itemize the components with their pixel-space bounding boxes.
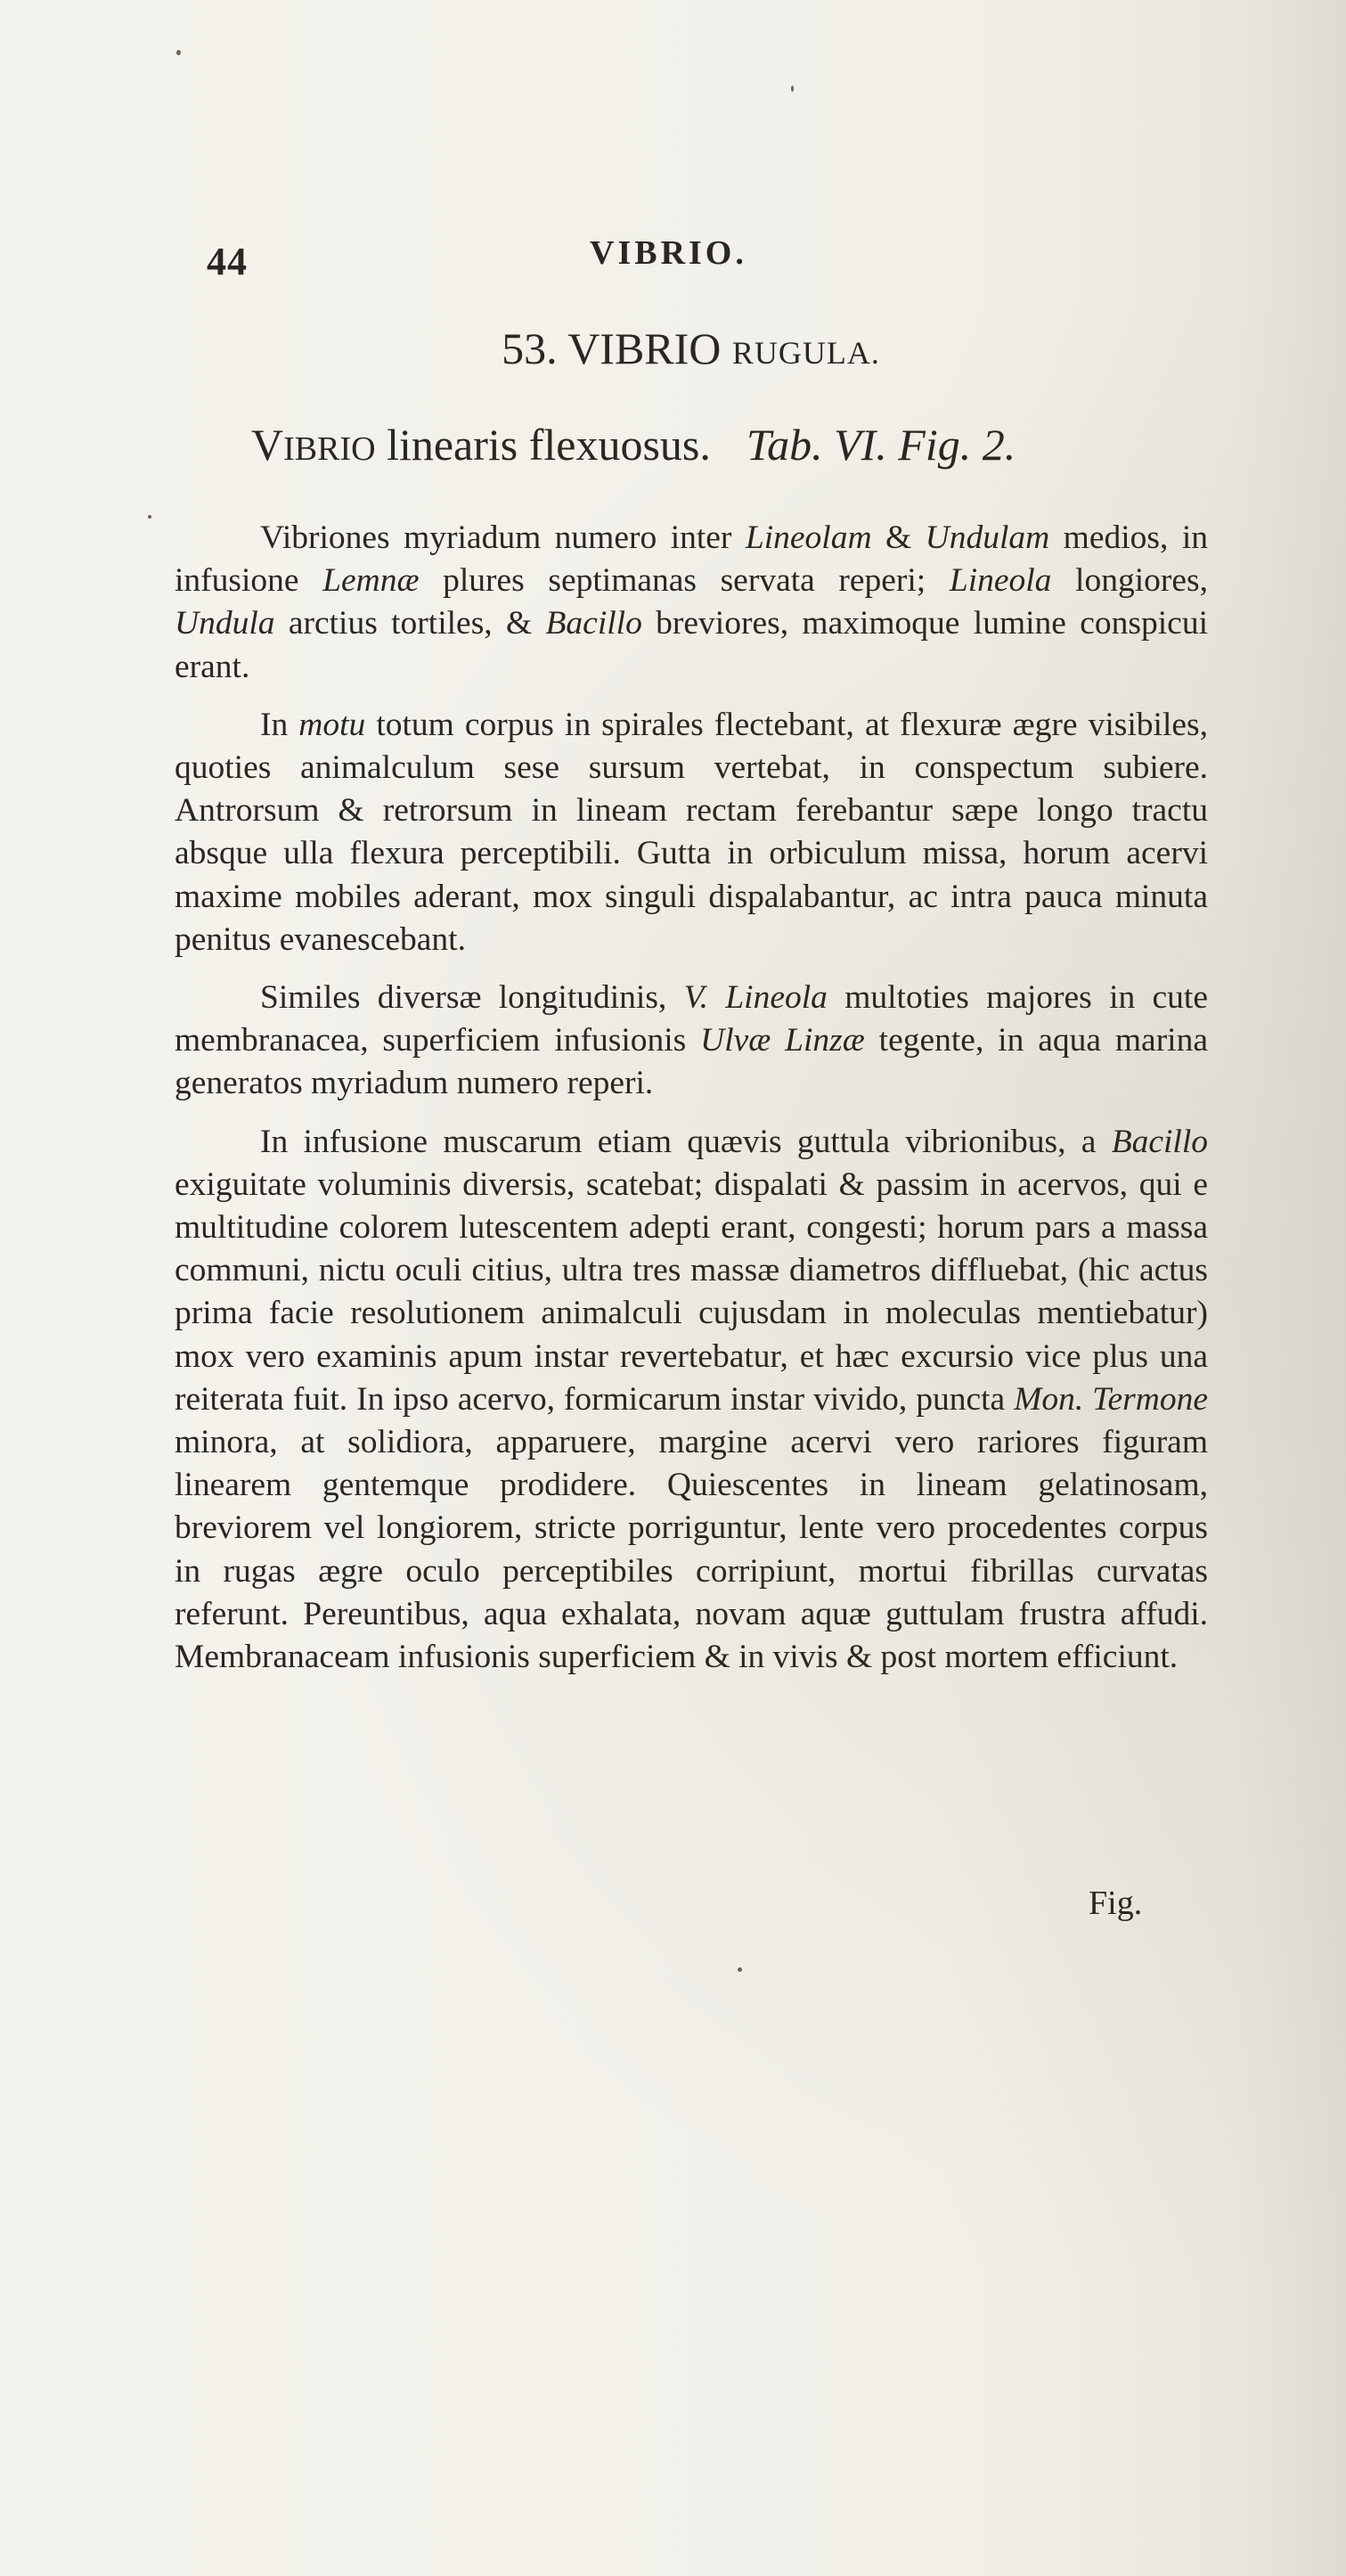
text-run: Similes diversæ longitudinis, [260,979,684,1017]
text-run: minora, at solidiora, apparuere, margine acervi vero rariores figuram linearem gentemque prodidere. Quiescentes in lineam gelatinosam, breviorem vel longiorem, stricte porriguntur, lente vero procedentes corpus in rugas ægre oculo perceptibiles corripiunt, mortui fibrillas curvatas referunt. Pereuntibus, aqua exhalata, novam aquæ guttulam frustra affudi. Membranaceam infusionis superficiem & in vivis & post mortem efficiunt. [175,1424,1208,1676]
italic-term: Lineolam [745,519,872,556]
italic-term: Lineola [949,562,1052,600]
species-heading [0,323,1346,374]
diagnosis-text: linearis flexuosus. [375,420,711,470]
italic-term: Undula [175,605,275,642]
text-run: In infusione muscarum etiam quævis guttula vibrionibus, a [260,1123,1112,1160]
text-run: In [260,706,299,743]
text-run: breviores, maximoque lumine conspicui erant. [175,605,1208,685]
paragraph [175,1121,1208,1680]
text-run: & [871,519,926,556]
italic-term: V. Lineola [683,979,828,1017]
text-run: plures septimanas servata reperi; [419,562,950,600]
paragraph [175,977,1208,1106]
paragraph [175,704,1208,961]
page-number: 44 [207,240,248,283]
text-run: totum corpus in spirales flectebant, at flexuræ ægre visibiles, quoties animalculum sese sursum vertebat, in conspectum subiere. Antrorsum & retrorsum in lineam rectam ferebantur sæpe longo tractu absque ulla flexura perceptibili. Gutta in orbiculum missa, horum acervi maxime mobiles aderant, mox singuli dispalabantur, ac intra pauca minuta penitus evanescebant. [175,706,1208,958]
ink-speck [791,86,794,92]
italic-term: Undulam [925,519,1050,556]
italic-term: Bacillo [1111,1123,1208,1160]
ink-speck [738,1967,742,1972]
ink-speck [176,50,181,55]
text-run: Vibriones myriadum numero inter [260,519,746,556]
text-run: arctius tortiles, & [274,605,546,642]
body-text [175,517,1208,1694]
diagnosis-small-caps: IBRIO [283,430,376,468]
italic-term: Lemnæ [322,562,420,600]
text-run: longiores, [1051,562,1208,600]
text-run: exiguitate voluminis diversis, scatebat; dispalati & passim in acervos, qui e multitudine colorem lutescentem adepti erant, congesti; horum pars a massa communi, nictu oculi citius, ultra tres massæ diametros diffluebat, (hic actus prima facie resolutionem animalculi cujusdam in moleculas mentiebatur) mox vero examinis apum instar revertebatur, et hæc excursio vice plus una reiterata fuit. In ipso acervo, formicarum instar vivido, puncta [175,1165,1208,1418]
italic-term: Mon. Termone [1014,1380,1208,1418]
plate-reference: Tab. VI. Fig. 2. [746,420,1016,470]
text-run: multoties majores in cute membranacea, superficiem infusionis [175,979,1208,1059]
ink-speck [148,515,151,519]
diagnosis-initial: V [251,420,284,470]
italic-term: Ulvæ Linzæ [700,1022,865,1059]
catchword: Fig. [1089,1885,1143,1922]
species-diagnosis [251,419,1016,470]
genus-name: VIBRIO [567,323,722,373]
italic-term: motu [298,706,366,743]
species-name: RUGULA. [731,335,880,371]
running-head: VIBRIO. [590,234,747,272]
text-run: medios, in infusione [175,519,1208,600]
species-number: 53. [502,323,558,373]
paragraph [175,517,1208,689]
italic-term: Bacillo [545,605,642,642]
text-run: tegente, in aqua marina generatos myriadum numero reperi. [175,1022,1208,1102]
